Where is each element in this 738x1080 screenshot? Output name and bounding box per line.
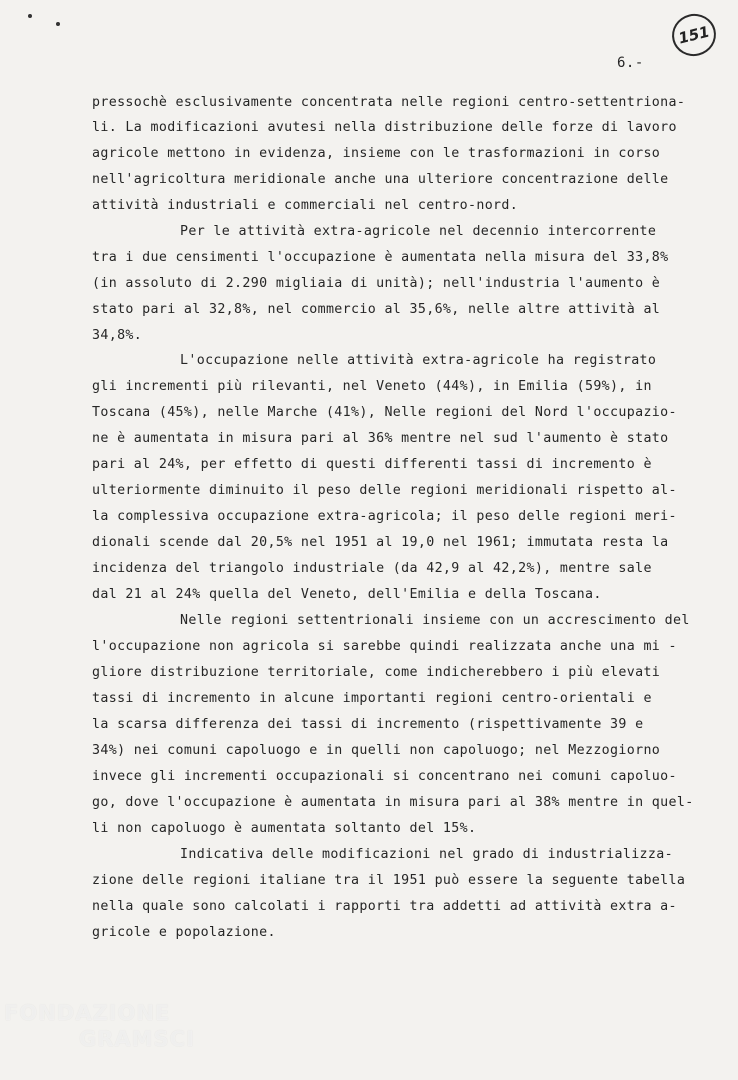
text-line: gliore distribuzione territoriale, come indicherebbero i più elevati xyxy=(92,665,661,680)
watermark-line-2: GRAMSCI xyxy=(79,1027,195,1051)
paragraph-first-line: Per le attività extra-agricole nel decennio intercorrente xyxy=(180,224,657,239)
text-line: l'occupazione non agricola si sarebbe quindi realizzata anche una mi - xyxy=(92,639,677,654)
text-line: 34,8%. xyxy=(92,328,143,343)
archive-stamp: 151 xyxy=(668,9,721,60)
text-line: tra i due censimenti l'occupazione è aumentata nella misura del 33,8% xyxy=(92,250,669,265)
text-line: attività industriali e commerciali nel centro-nord. xyxy=(92,198,519,213)
text-line: dal 21 al 24% quella del Veneto, dell'Emilia e della Toscana. xyxy=(92,587,602,602)
margin-mark xyxy=(28,14,32,18)
text-line: la scarsa differenza dei tassi di incremento (rispettivamente 39 e xyxy=(92,717,644,732)
archive-watermark xyxy=(4,1000,195,1052)
text-line: 34%) nei comuni capoluogo e in quelli non capoluogo; nel Mezzogiorno xyxy=(92,743,661,758)
text-line: incidenza del triangolo industriale (da 42,9 al 42,2%), mentre sale xyxy=(92,561,652,576)
text-line: zione delle regioni italiane tra il 1951 può essere la seguente tabella xyxy=(92,873,686,888)
watermark-line-1: FONDAZIONE xyxy=(4,1001,171,1025)
paragraph-first-line: L'occupazione nelle attività extra-agricole ha registrato xyxy=(180,353,657,368)
text-line: ne è aumentata in misura pari al 36% mentre nel sud l'aumento è stato xyxy=(92,431,669,446)
page-number: 6.- xyxy=(617,55,644,71)
text-line: ulteriormente diminuito il peso delle regioni meridionali rispetto al- xyxy=(92,483,677,498)
text-line: gricole e popolazione. xyxy=(92,925,276,940)
text-line: nell'agricoltura meridionale anche una ulteriore concentrazione delle xyxy=(92,172,669,187)
text-line: agricole mettono in evidenza, insieme con le trasformazioni in corso xyxy=(92,146,661,161)
text-line: li non capoluogo è aumentata soltanto del 15%. xyxy=(92,821,477,836)
text-line: tassi di incremento in alcune importanti regioni centro-orientali e xyxy=(92,691,652,706)
text-line: dionali scende dal 20,5% nel 1951 al 19,0 nel 1961; immutata resta la xyxy=(92,535,669,550)
text-line: gli incrementi più rilevanti, nel Veneto (44%), in Emilia (59%), in xyxy=(92,379,652,394)
text-line: invece gli incrementi occupazionali si concentrano nei comuni capoluo- xyxy=(92,769,677,784)
text-line: pressochè esclusivamente concentrata nelle regioni centro-settentriona- xyxy=(92,95,686,110)
text-line: stato pari al 32,8%, nel commercio al 35,6%, nelle altre attività al xyxy=(92,302,661,317)
text-line: nella quale sono calcolati i rapporti tra addetti ad attività extra a- xyxy=(92,899,677,914)
margin-mark xyxy=(56,22,60,26)
paragraph-first-line: Nelle regioni settentrionali insieme con un accrescimento del xyxy=(180,613,690,628)
text-line: pari al 24%, per effetto di questi differenti tassi di incremento è xyxy=(92,457,652,472)
text-line: Toscana (45%), nelle Marche (41%), Nelle regioni del Nord l'occupazio- xyxy=(92,405,677,420)
text-line: li. La modificazioni avutesi nella distribuzione delle forze di lavoro xyxy=(92,120,677,135)
text-line: la complessiva occupazione extra-agricola; il peso delle regioni meri- xyxy=(92,509,677,524)
paragraph-first-line: Indicativa delle modificazioni nel grado di industrializza- xyxy=(180,847,673,862)
text-line: go, dove l'occupazione è aumentata in misura pari al 38% mentre in quel- xyxy=(92,795,694,810)
text-line: (in assoluto di 2.290 migliaia di unità); nell'industria l'aumento è xyxy=(92,276,661,291)
